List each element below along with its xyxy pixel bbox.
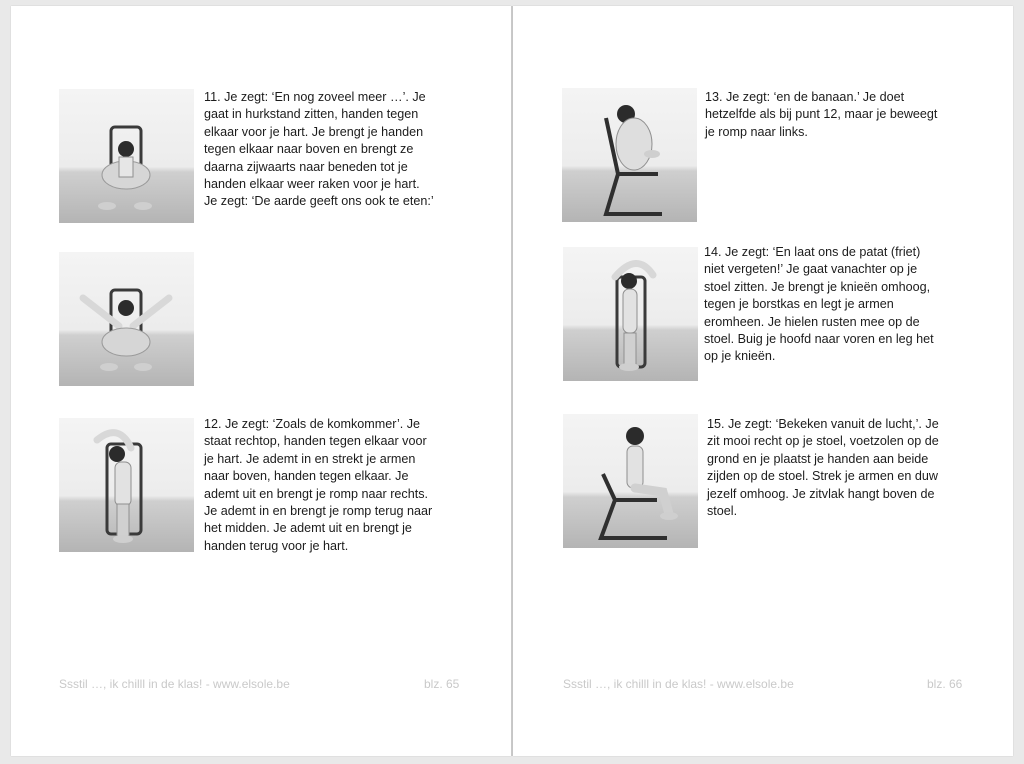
photo-sitting-push-up	[563, 414, 698, 548]
exercise-11-text: 11. Je zegt: ‘En nog zoveel meer …’. Je gaat in hurkstand zitten, handen tegen elkaar voor je hart. Je brengt je handen tegen elkaar naar boven en brengt ze daarna zijwaarts naar beneden tot je handen elkaar weer raken voor je hart. Je zegt: ‘De aarde geeft ons ook te eten:’	[204, 90, 434, 209]
photo-squat-arms-wide	[59, 252, 194, 386]
page-number-right: blz. 66	[927, 677, 963, 691]
photo-squat-hands-heart	[59, 89, 194, 223]
photo-sitting-hugging-knees	[562, 88, 697, 222]
exercise-12-text: 12. Je zegt: ‘Zoals de komkommer’. Je staat rechtop, handen tegen elkaar voor je hart. Je ademt in en strekt je armen naar boven, handen tegen elkaar. Je ademt uit en brengt je romp naar rechts. Je ademt in en brengt je romp terug naar het midden. Je ademt uit en brengt je handen terug voor je hart.	[204, 417, 433, 553]
footer-title-right: Ssstil …, ik chilll in de klas! - www.elsole.be	[563, 677, 794, 691]
photo-sitting-side-bend	[563, 247, 698, 381]
exercise-13-text: 13. Je zegt: ‘en de banaan.’ Je doet hetzelfde als bij punt 12, maar je beweegt je romp naar links.	[705, 90, 938, 139]
page-number-left: blz. 65	[424, 677, 460, 691]
photo-standing-side-bend	[59, 418, 194, 552]
footer-title-left: Ssstil …, ik chilll in de klas! - www.elsole.be	[59, 677, 290, 691]
exercise-14-text: 14. Je zegt: ‘En laat ons de patat (friet) niet vergeten!’ Je gaat vanachter op je stoel zitten. Je brengt je knieën omhoog, tegen je borstkas en legt je armen eromheen. Je hielen rusten mee op de stoel. Buig je hoofd naar voren en leg het op je knieën.	[704, 245, 934, 364]
exercise-15-text: 15. Je zegt: ‘Bekeken vanuit de lucht,’. Je zit mooi recht op je stoel, voetzolen op de grond en je plaatst je handen aan beide zijden op de stoel. Strek je armen en duw jezelf omhoog. Je zitvlak hangt boven de stoel.	[707, 417, 939, 519]
